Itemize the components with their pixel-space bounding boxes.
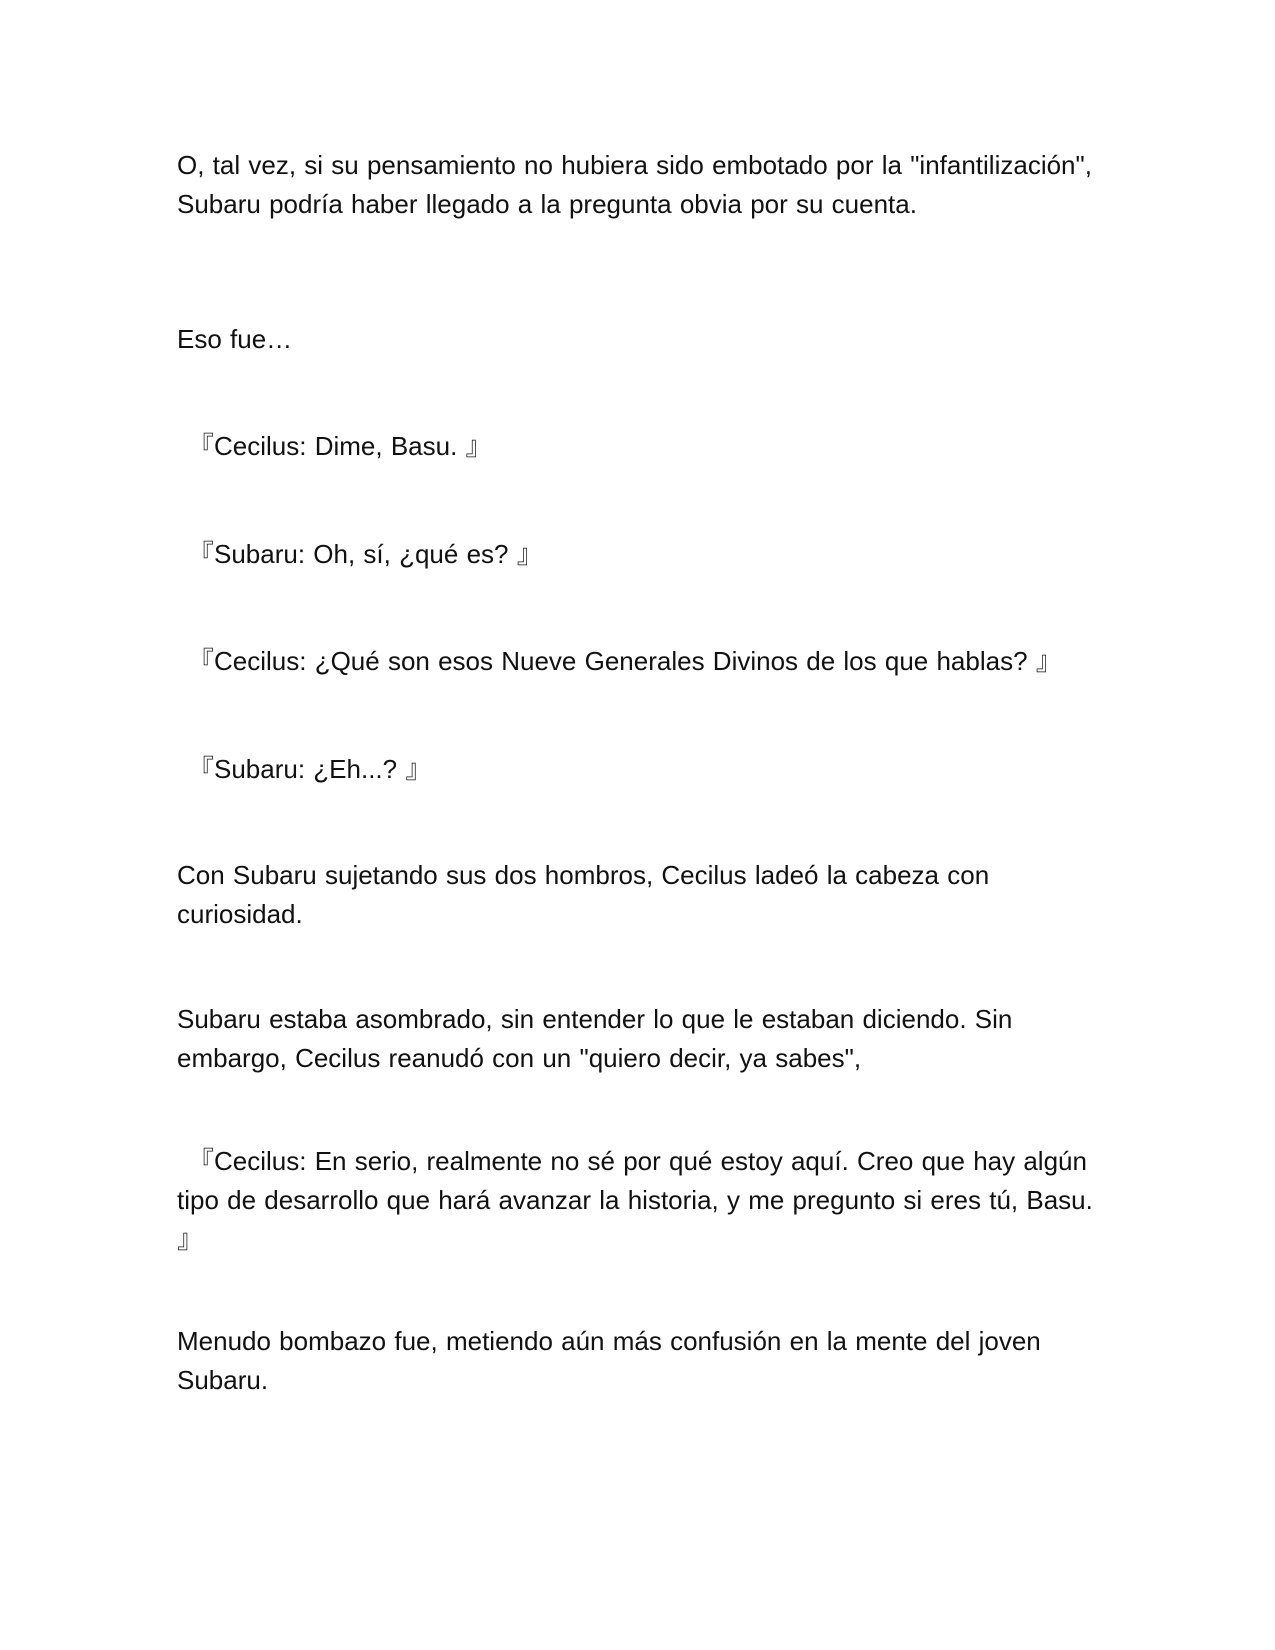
paragraph-narration-1: O, tal vez, si su pensamiento no hubiera sido embotado por la "infantilización", Subaru podría haber llegado a la pregunta obvia por su cuenta. bbox=[177, 150, 1092, 219]
dialogue-line-5: 『Cecilus: En serio, realmente no sé por qué estoy aquí. Creo que hay algún tipo de desarrollo que hará avanzar la historia, y me pregunto si eres tú, Basu. 』 bbox=[177, 1146, 1093, 1254]
paragraph-narration-2: Eso fue… bbox=[177, 324, 293, 354]
paragraph-narration-4: Subaru estaba asombrado, sin entender lo que le estaban diciendo. Sin embargo, Cecilus reanudó con un "quiero decir, ya sabes", bbox=[177, 1004, 1013, 1073]
dialogue-line-3: 『Cecilus: ¿Qué son esos Nueve Generales Divinos de los que hablas? 』 bbox=[188, 646, 1062, 676]
paragraph-narration-3: Con Subaru sujetando sus dos hombros, Cecilus ladeó la cabeza con curiosidad. bbox=[177, 860, 990, 929]
dialogue-line-4: 『Subaru: ¿Eh...? 』 bbox=[188, 754, 432, 784]
dialogue-line-1: 『Cecilus: Dime, Basu. 』 bbox=[188, 431, 492, 461]
dialogue-line-2: 『Subaru: Oh, sí, ¿qué es? 』 bbox=[188, 539, 543, 569]
paragraph-narration-5: Menudo bombazo fue, metiendo aún más confusión en la mente del joven Subaru. bbox=[177, 1326, 1041, 1395]
